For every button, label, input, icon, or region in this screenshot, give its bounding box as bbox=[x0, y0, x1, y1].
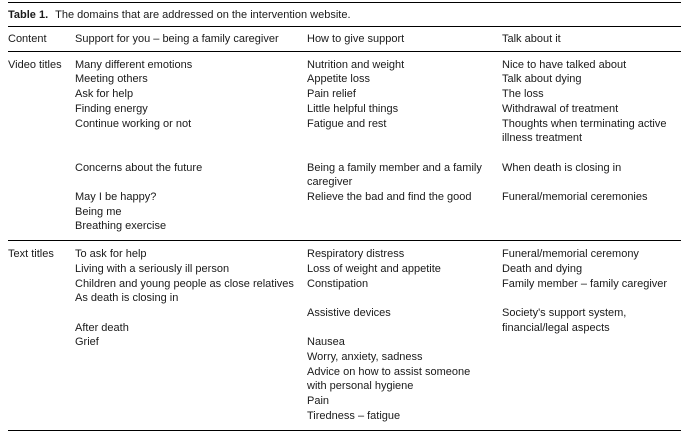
domains-table bbox=[8, 27, 681, 431]
title-line: Living with a seriously ill person bbox=[75, 262, 230, 275]
cell-text-support-for-you bbox=[75, 241, 307, 430]
title-line: Worry, anxiety, sadness bbox=[307, 351, 423, 364]
title-line: To ask for help bbox=[75, 248, 147, 261]
title-line: Loss of weight and appetite bbox=[307, 262, 441, 275]
title-line: Little helpful things bbox=[307, 102, 399, 115]
title-line: Tiredness – fatigue bbox=[307, 409, 401, 422]
cell-video-support-for-you bbox=[75, 51, 307, 240]
title-line: The loss bbox=[502, 88, 544, 101]
title-line: Being me bbox=[75, 205, 122, 218]
title-line: Concerns about the future bbox=[75, 161, 203, 174]
title-line: Respiratory distress bbox=[307, 248, 405, 261]
cell-text-how-to-give-support bbox=[307, 241, 502, 430]
blank-line bbox=[75, 131, 297, 146]
title-line: Nutrition and weight bbox=[307, 58, 405, 71]
title-line: Continue working or not bbox=[75, 117, 192, 130]
blank-line bbox=[307, 146, 492, 161]
title-line: Being a family member and a family caregiver bbox=[307, 161, 482, 189]
title-line: Many different emotions bbox=[75, 58, 193, 71]
table-caption bbox=[8, 2, 681, 27]
title-line: Funeral/memorial ceremony bbox=[502, 248, 639, 261]
title-line: Grief bbox=[75, 336, 99, 349]
title-line: Advice on how to assist someone with personal hygiene bbox=[307, 365, 471, 393]
blank-line bbox=[307, 131, 492, 146]
column-header-support-for-you: Support for you – being a family caregiver bbox=[75, 27, 307, 51]
title-line: Talk about dying bbox=[502, 73, 582, 86]
row-label-video-titles: Video titles bbox=[8, 58, 62, 71]
title-line: Pain relief bbox=[307, 88, 356, 101]
table-row-video-titles bbox=[8, 51, 681, 240]
column-header-how-to-give-support: How to give support bbox=[307, 27, 502, 51]
title-line: Breathing exercise bbox=[75, 220, 167, 233]
title-line: Constipation bbox=[307, 277, 369, 290]
header-row bbox=[8, 27, 681, 51]
table-caption-text: The domains that are addressed on the intervention website. bbox=[55, 9, 351, 21]
title-line: Nausea bbox=[307, 336, 345, 349]
title-line: Ask for help bbox=[75, 88, 134, 101]
title-line: When death is closing in bbox=[502, 161, 622, 174]
cell-video-how-to-give-support bbox=[307, 51, 502, 240]
title-line: Family member – family caregiver bbox=[502, 277, 668, 290]
table-caption-label: Table 1. bbox=[8, 9, 49, 21]
blank-line bbox=[502, 175, 671, 190]
blank-line bbox=[307, 321, 492, 336]
blank-line bbox=[75, 146, 297, 161]
title-line: As death is closing in bbox=[75, 292, 179, 305]
cell-video-talk-about-it bbox=[502, 51, 681, 240]
column-header-content: Content bbox=[8, 27, 75, 51]
blank-line bbox=[75, 306, 297, 321]
blank-line bbox=[307, 291, 492, 306]
title-line: Society's support system, financial/legal aspects bbox=[502, 306, 627, 334]
title-line: Relieve the bad and find the good bbox=[307, 191, 472, 204]
title-line: Thoughts when terminating active illness treatment bbox=[502, 117, 667, 145]
title-line: Children and young people as close relatives bbox=[75, 277, 294, 290]
table-row-text-titles bbox=[8, 241, 681, 430]
title-line: Finding energy bbox=[75, 102, 148, 115]
title-line: Withdrawal of treatment bbox=[502, 102, 619, 115]
cell-text-talk-about-it bbox=[502, 241, 681, 430]
title-line: Assistive devices bbox=[307, 306, 391, 319]
column-header-talk-about-it: Talk about it bbox=[502, 27, 681, 51]
blank-line bbox=[502, 291, 671, 306]
title-line: Funeral/memorial ceremonies bbox=[502, 191, 648, 204]
title-line: Appetite loss bbox=[307, 73, 370, 86]
title-line: Meeting others bbox=[75, 73, 148, 86]
blank-line bbox=[502, 146, 671, 161]
title-line: Death and dying bbox=[502, 262, 583, 275]
title-line: After death bbox=[75, 321, 129, 334]
title-line: Fatigue and rest bbox=[307, 117, 387, 130]
title-line: Nice to have talked about bbox=[502, 58, 627, 71]
blank-line bbox=[75, 175, 297, 190]
row-label-text-titles: Text titles bbox=[8, 248, 54, 261]
title-line: Pain bbox=[307, 395, 330, 408]
title-line: May I be happy? bbox=[75, 191, 157, 204]
